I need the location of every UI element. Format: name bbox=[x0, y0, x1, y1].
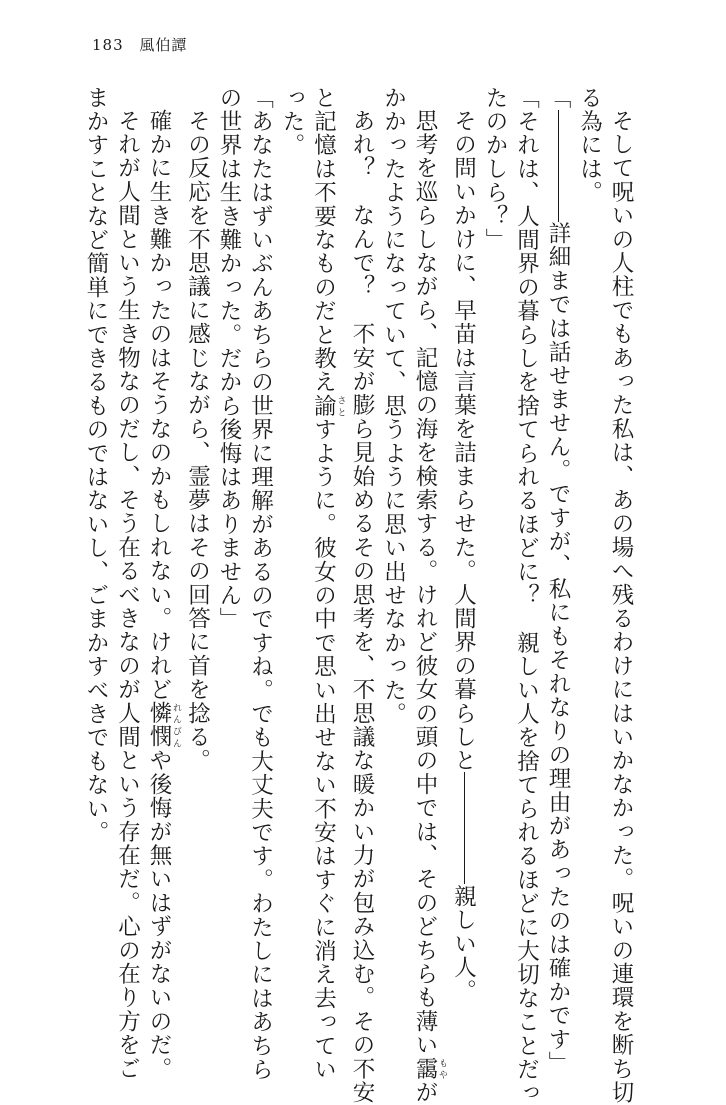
text-line: の世界は生き難かった。だから後悔はありません」 bbox=[216, 86, 242, 632]
text-line: 確かに生き難かったのはそうなのかもしれない。けれど憐憫 れんびんや後悔が無いはずがないのだ。 bbox=[146, 108, 181, 1081]
page-number: 183 bbox=[92, 36, 124, 54]
ruby-annotation: 諭 さと bbox=[310, 394, 346, 418]
ruby-annotation: 憐憫 れんびん bbox=[146, 701, 181, 749]
text-line: 「あなたはずいぶんあちらの世界に理解があるのですね。でも大丈夫です。わたしにはあちら bbox=[247, 86, 274, 1082]
text-line: たのかしら？」 bbox=[482, 86, 508, 252]
text-line: る為には。 bbox=[576, 86, 603, 205]
body-text bbox=[83, 86, 636, 1105]
text-line: あれ？ なんで？ 不安が膨ら見始めるその思考を、不思議な暖かい力が包み込む。その不安 bbox=[349, 108, 375, 1104]
running-head bbox=[92, 34, 187, 55]
text-line: 「それは、人間界の暮らしを捨てられるほどに？ 親しい人を捨てられるほどに大切なことだっ bbox=[513, 86, 540, 1105]
ruby-annotation: 靄 もや bbox=[412, 1056, 447, 1081]
text-line: 思考を巡らしながら、記憶の海を検索する。けれど彼女の頭の中では、そのどちらも薄い靄 もやが bbox=[412, 108, 447, 1104]
text-line: と記憶は不要なものだと教え諭 さとすように。彼女の中で思い出せない不安はすぐに消え去ってい bbox=[310, 86, 346, 1082]
em-dash-rule bbox=[452, 772, 475, 884]
text-line: った。 bbox=[279, 86, 305, 158]
text-line: その問いかけに、早苗は言葉を詰まらせた。人間界の暮らしと親しい人。 bbox=[450, 108, 477, 1003]
text-line: まかすことなど簡単にできるものではないし、ごまかすべきでもない。 bbox=[83, 86, 109, 845]
text-line: かかったようになっていて、思うように思い出せなかった。 bbox=[380, 86, 407, 726]
text-line: それが人間という生き物なのだし、そう在るべきなのが人間という存在だ。心の在り方をご bbox=[114, 108, 141, 1081]
em-dash-rule bbox=[547, 110, 570, 222]
text-line: その反応を不思議に感じながら、霊夢はその回答に首を捻る。 bbox=[184, 108, 211, 773]
chapter-title: 風伯譚 bbox=[139, 36, 188, 54]
text-line: 「詳細までは話せません。ですが、私にもそれなりの理由があったのは確かです」 bbox=[545, 86, 571, 1075]
text-line: そして呪いの人柱でもあった私は、あの場へ残るわけにはいかなかった。呪いの連環を断ち切 bbox=[608, 108, 634, 1104]
